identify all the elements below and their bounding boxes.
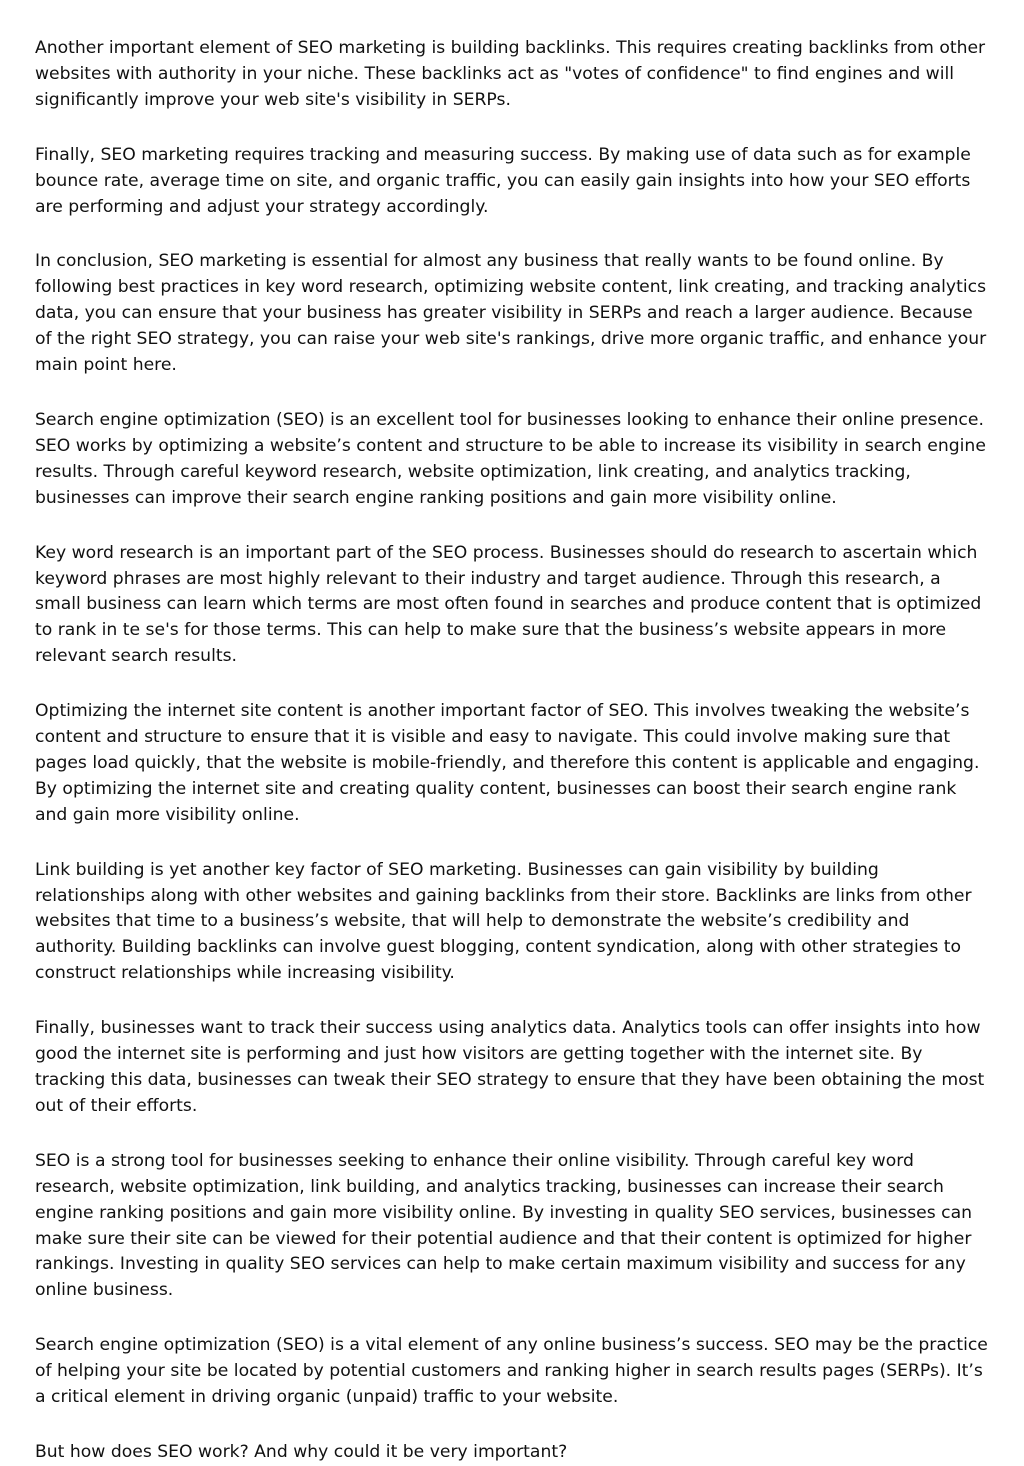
paragraph-seo-tool-overview: Search engine optimization (SEO) is an excellent tool for businesses looking to enhance their online presence. SEO works by optimizing a website’s content and structure to be able to increase its visibility in search engine results. Through careful keyword research, website optimization, link creating, and analytics tracking, businesses can improve their search engine ranking positions and gain more visibility online.	[35, 409, 986, 508]
paragraph-backlinks: Another important element of SEO marketing is building backlinks. This requires creating backlinks from other websites with authority in your niche. These backlinks act as "votes of confidence" to find engines and will significantly improve your web site's visibility in SERPs.	[35, 38, 986, 110]
paragraph-analytics: Finally, businesses want to track their success using analytics data. Analytics tools can offer insights into how good the internet site is performing and just how visitors are getting together with the internet site. By tracking this data, businesses can tweak their SEO strategy to ensure that they have been obtaining the most out of their efforts.	[35, 1018, 985, 1116]
paragraph-seo-vital-element: Search engine optimization (SEO) is a vital element of any online business’s success. SEO may be the practice of helping your site be located by potential customers and ranking higher in search results pages (SERPs). It’s a critical element in driving organic (unpaid) traffic to your website.	[35, 1335, 988, 1408]
paragraph-seo-strong-tool: SEO is a strong tool for businesses seeking to enhance their online visibility. Through careful key word research, website optimization, link building, and analytics tracking, businesses can increase their search engine ranking positions and gain more visibility online. By investing in quality SEO services, businesses can make sure their site can be viewed for their potential audience and that their content is optimized for higher rankings. Investing in quality SEO services can help to make certain maximum visibility and success for any online business.	[35, 1150, 973, 1301]
paragraph-keyword-research: Key word research is an important part of the SEO process. Businesses should do research to ascertain which keyword phrases are most highly relevant to their industry and target audience. Through this research, a small business can learn which terms are most often found in searches and produce content that is optimized to rank in te se's for those terms. This can help to make sure that the business’s website appears in more relevant search results.	[35, 542, 982, 667]
paragraph-conclusion: In conclusion, SEO marketing is essential for almost any business that really wants to be found online. By following best practices in key word research, optimizing website content, link creating, and tracking analytics data, you can ensure that your business has greater visibility in SERPs and reach a larger audience. Because of the right SEO strategy, you can raise your web site's rankings, drive more organic traffic, and enhance your main point here.	[35, 251, 987, 376]
paragraph-how-seo-works: But how does SEO work? And why could it be very important?	[35, 1441, 568, 1462]
paragraph-tracking-success: Finally, SEO marketing requires tracking and measuring success. By making use of data such as for example bounce rate, average time on site, and organic traffic, you can easily gain insights into how your SEO efforts are performing and adjust your strategy accordingly.	[35, 144, 971, 217]
paragraph-site-content: Optimizing the internet site content is another important factor of SEO. This involves tweaking the website’s content and structure to ensure that it is visible and easy to navigate. This could involve making sure that pages load quickly, that the website is mobile-friendly, and therefore this content is applicable and engaging. By optimizing the internet site and creating quality content, businesses can boost their search engine rank and gain more visibility online.	[35, 701, 980, 825]
paragraph-link-building: Link building is yet another key factor of SEO marketing. Businesses can gain visibility by building relationships along with other websites and gaining backlinks from their store. Backlinks are links from other websites that time to a business’s website, that will help to demonstrate the website’s credibility and authority. Building backlinks can involve guest blogging, content syndication, along with other strategies to construct relationships while increasing visibility.	[35, 859, 972, 984]
